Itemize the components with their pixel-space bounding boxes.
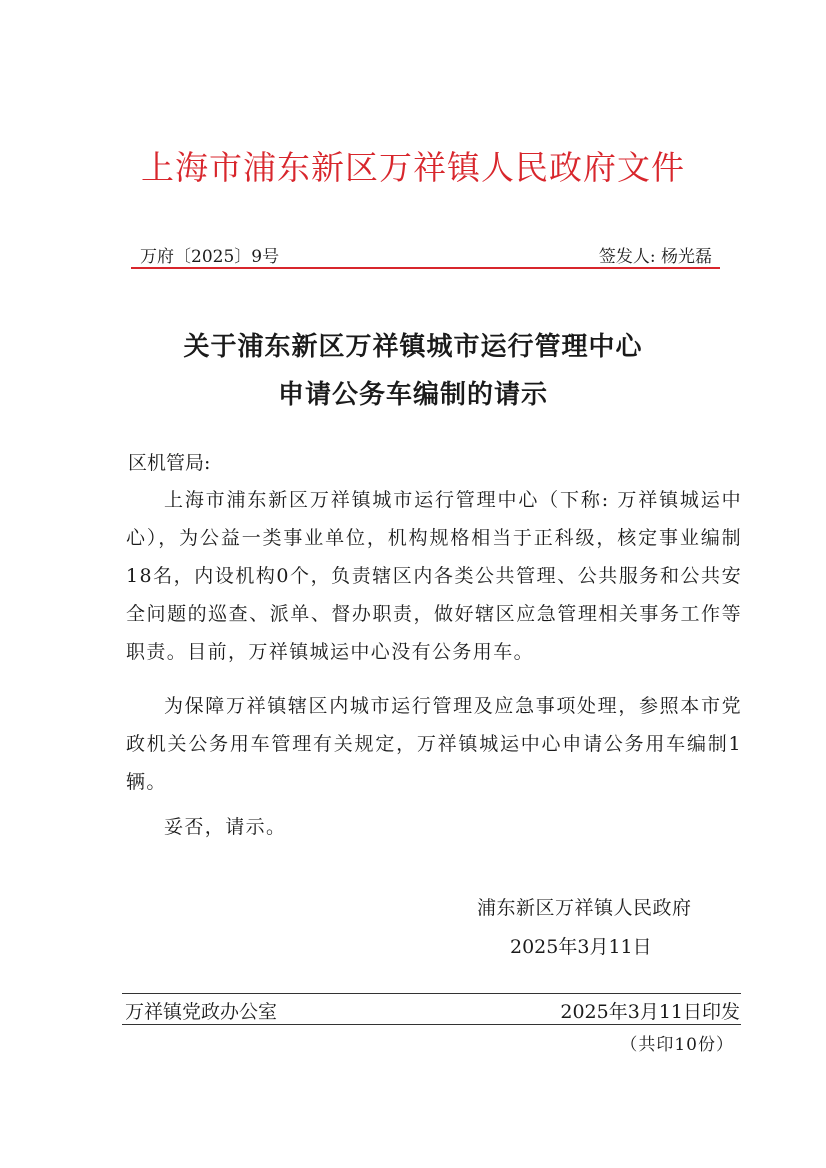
- signature-organization: 浦东新区万祥镇人民政府: [477, 897, 692, 919]
- document-meta-row: [140, 242, 726, 268]
- document-number: 万府〔2025〕9号: [140, 247, 280, 267]
- copies-count: （共印10份）: [620, 1035, 734, 1055]
- issuing-authority-title: 上海市浦东新区万祥镇人民政府文件: [141, 148, 685, 187]
- issuer-signatory: 签发人: 杨光磊: [598, 247, 712, 267]
- document-title-line-2: 申请公务车编制的请示: [277, 380, 548, 410]
- document-title-line-1: 关于浦东新区万祥镇城市运行管理中心: [183, 332, 643, 362]
- addressee: 区机管局:: [128, 452, 211, 474]
- signature-date: 2025年3月11日: [510, 936, 652, 958]
- red-separator-line: [131, 267, 720, 269]
- body-paragraph: 妥否，请示。: [164, 816, 287, 838]
- body-paragraph: 上海市浦东新区万祥镇城市运行管理中心（下称: 万祥镇城运中心），为公益一类事业单位，机构规格相当于正科级，核定事业编制18名，内设机构0个，负责辖区内各类公共管理、公共服务和公共安全问题的巡查、派单、督办职责，做好辖区应急管理相关事务工作等职责。目前，万祥镇城运中心没有公务用车。: [126, 489, 742, 663]
- printing-office: 万祥镇党政办公室: [125, 1001, 278, 1023]
- print-date: 2025年3月11日印发: [560, 1001, 740, 1023]
- body-paragraph: 为保障万祥镇辖区内城市运行管理及应急事项处理，参照本市党政机关公务用车管理有关规定，万祥镇城运中心申请公务用车编制1辆。: [126, 695, 742, 793]
- footer-top-rule: [122, 993, 741, 994]
- footer-bottom-rule: [122, 1024, 741, 1025]
